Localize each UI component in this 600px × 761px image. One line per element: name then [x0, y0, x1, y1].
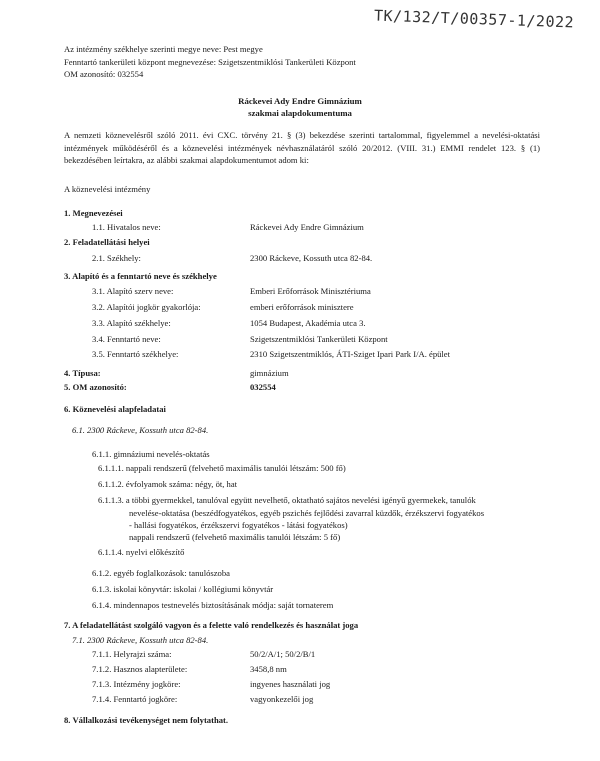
section-3-title: 3. Alapító és a fenntartó neve és székhelye: [64, 271, 217, 281]
s3-row-label: 3.4. Fenntartó neve:: [92, 334, 161, 344]
section-7-title: 7. A feladatellátást szolgáló vagyon és a felette való rendelkezés és használat joga: [64, 620, 359, 630]
section-8-title: 8. Vállalkozási tevékenységet nem folytathat.: [64, 715, 229, 725]
s1-label: 1.1. Hivatalos neve:: [92, 222, 161, 232]
section-2-title: 2. Feladatellátási helyei: [64, 237, 150, 247]
s3-row-value: Szigetszentmiklósi Tankerületi Központ: [250, 334, 388, 344]
s7-row-label: 7.1.2. Hasznos alapterülete:: [92, 664, 188, 674]
s6-item: 6.1.1.1. nappali rendszerű (felvehető maximális tanulói létszám: 500 fő): [98, 463, 346, 473]
s6-item: 6.1.2. egyéb foglalkozások: tanulószoba: [92, 568, 230, 578]
s4-label: 4. Típusa:: [64, 368, 101, 378]
district-center-line: Fenntartó tankerületi központ megnevezése: Szigetszentmiklósi Tankerületi Központ: [64, 56, 356, 67]
s7-row-value: 50/2/A/1; 50/2/B/1: [250, 649, 316, 659]
s6-item-cont: nevelése-oktatása (beszédfogyatékos, egyéb pszichés fejlődési zavarral küzdők, érzékszervi fogyatékos: [129, 508, 485, 518]
s4-value: gimnázium: [250, 368, 289, 378]
s2-label: 2.1. Székhely:: [92, 253, 141, 263]
county-line: Az intézmény székhelye szerinti megye neve: Pest megye: [64, 44, 263, 54]
s5-label: 5. OM azonosító:: [64, 382, 127, 392]
s3-row-value: 1054 Budapest, Akadémia utca 3.: [250, 318, 366, 328]
intro-paragraph: A nemzeti köznevelésről szóló 2011. évi CXC. törvény 21. § (3) bekezdése szerinti tartalommal, figyelemmel a nevelési-oktatási intézmények működéséről és a köznevelési intézmények névhasználatáról szóló 20/2012. (VIII. 31.) EMMI rendelet 123. § (1) bekezdésében leírtakra, az alábbi szakmai alapdokumentumot adom ki:: [64, 130, 540, 165]
section-intro: A köznevelési intézmény: [64, 184, 151, 194]
om-id-line: OM azonosító: 032554: [64, 69, 144, 79]
s6-item: 6.1.4. mindennapos testnevelés biztosításának módja: saját tornaterem: [92, 600, 334, 610]
s7-row-label: 7.1.3. Intézmény jogköre:: [92, 679, 181, 689]
s6-item-cont: nappali rendszerű (felvehető maximális tanulói létszám: 5 fő): [129, 532, 341, 542]
s5-value: 032554: [250, 382, 276, 392]
s3-row-value: emberi erőforrások minisztere: [250, 302, 354, 312]
s7-row-value: 3458,8 nm: [250, 664, 287, 674]
s3-row-label: 3.3. Alapító székhelye:: [92, 318, 171, 328]
s6-item: 6.1.1. gimnáziumi nevelés-oktatás: [92, 449, 210, 459]
title-line-2: szakmai alapdokumentuma: [248, 108, 352, 118]
document-header: [64, 43, 356, 81]
s7-row-value: vagyonkezelői jog: [250, 694, 314, 704]
s3-row-label: 3.2. Alapítói jogkör gyakorlója:: [92, 302, 201, 312]
s6-item: 6.1.1.4. nyelvi előkészítő: [98, 547, 185, 557]
s7-row-label: 7.1.4. Fenntartó jogköre:: [92, 694, 178, 704]
section-6-title: 6. Köznevelési alapfeladatai: [64, 404, 166, 414]
s1-value: Ráckevei Ady Endre Gimnázium: [250, 222, 364, 232]
s6-item: 6.1.1.2. évfolyamok száma: négy, öt, hat: [98, 479, 238, 489]
s3-row-label: 3.1. Alapító szerv neve:: [92, 286, 174, 296]
document-title: [0, 95, 600, 119]
s2-value: 2300 Ráckeve, Kossuth utca 82-84.: [250, 253, 373, 263]
s7-row-value: ingyenes használati jog: [250, 679, 331, 689]
s3-row-value: 2310 Szigetszentmiklós, ÁTI-Sziget Ipari Park I/A. épület: [250, 349, 450, 359]
handwritten-reference-number: TK/132/T/00357-1/2022: [373, 6, 575, 32]
section-1-title: 1. Megnevezései: [64, 208, 123, 218]
title-line-1: Ráckevei Ady Endre Gimnázium: [238, 96, 362, 106]
s7-row-label: 7.1.1. Helyrajzi száma:: [92, 649, 172, 659]
s6-item-cont: - hallási fogyatékos, érzékszervi fogyatékos - látási fogyatékos): [129, 520, 348, 530]
s6-site: 6.1. 2300 Ráckeve, Kossuth utca 82-84.: [72, 425, 209, 435]
s6-item: 6.1.1.3. a többi gyermekkel, tanulóval együtt nevelhető, oktatható sajátos nevelési igényű gyermekek, tanulók: [98, 495, 476, 505]
s7-site: 7.1. 2300 Ráckeve, Kossuth utca 82-84.: [72, 635, 209, 645]
s3-row-value: Emberi Erőforrások Minisztériuma: [250, 286, 371, 296]
s3-row-label: 3.5. Fenntartó székhelye:: [92, 349, 179, 359]
s6-item: 6.1.3. iskolai könyvtár: iskolai / kollégiumi könyvtár: [92, 584, 274, 594]
